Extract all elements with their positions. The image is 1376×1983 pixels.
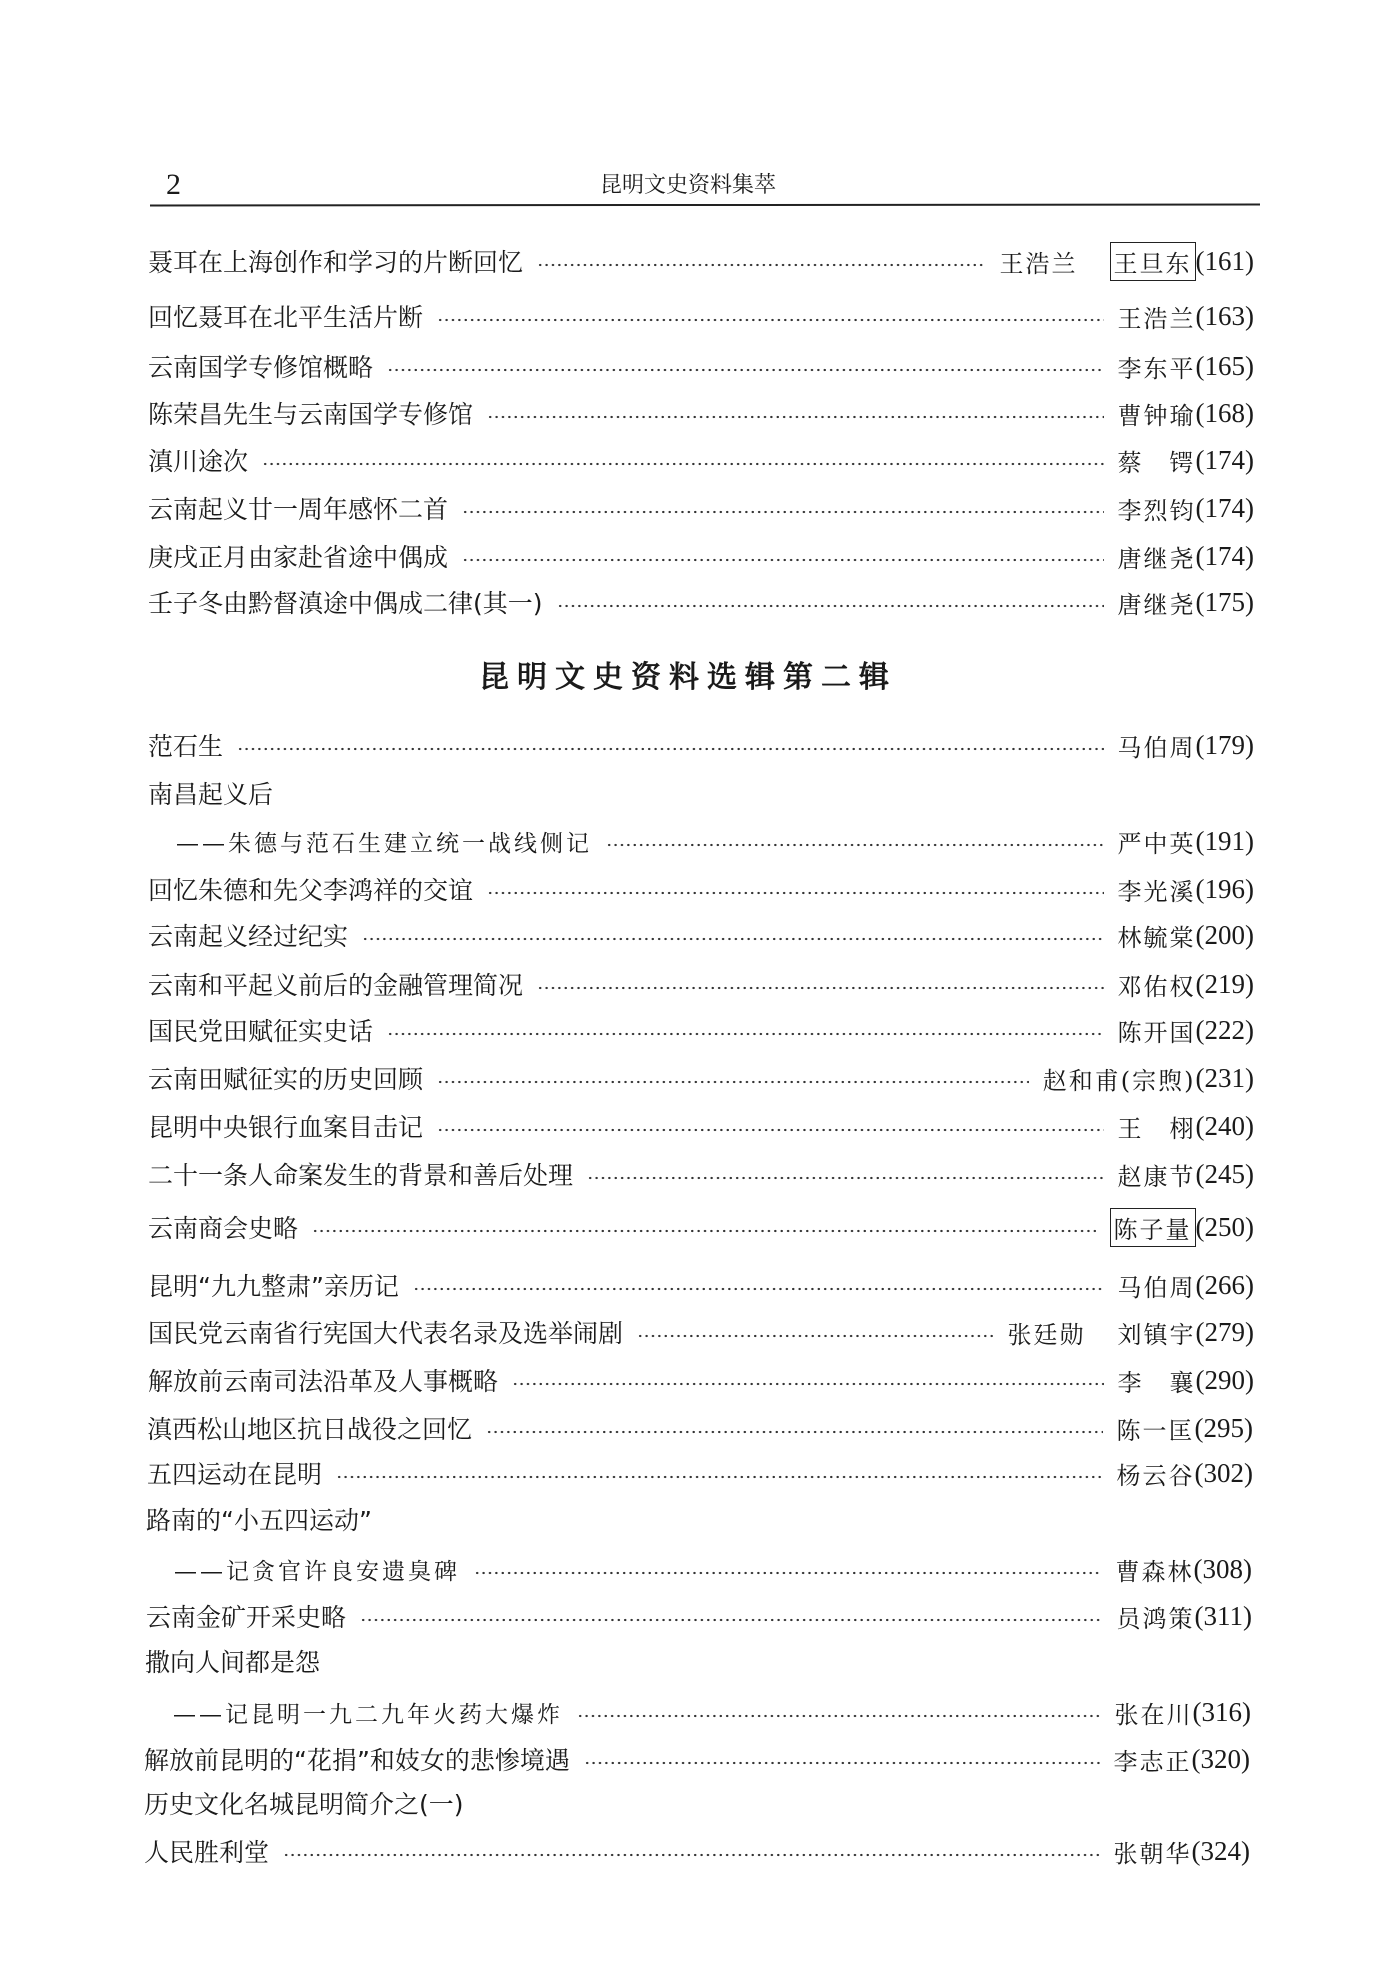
dot-leader (512, 1382, 1104, 1386)
toc-entry (148, 915, 1254, 955)
entry-title: 范石生 (148, 732, 224, 761)
dot-leader (387, 368, 1104, 372)
entry-page-number: (250) (1195, 1211, 1254, 1242)
toc-entry (148, 1058, 1254, 1098)
entry-title: 云南起义廿一周年感怀二首 (148, 495, 449, 524)
entry-page-number: (279) (1195, 1316, 1254, 1347)
dot-leader (584, 1761, 1100, 1765)
entry-title: 五四运动在昆明 (147, 1460, 323, 1489)
entry-title: 云南起义经过纪实 (148, 922, 349, 951)
entry-author: 张在川 (1114, 1700, 1193, 1729)
entry-title: 云南金矿开采史略 (146, 1603, 347, 1632)
dot-leader (577, 1714, 1101, 1718)
toc-entry (144, 1783, 1250, 1823)
toc-entry (146, 1549, 1252, 1589)
entry-title: 昆明“九九整肃”亲历记 (148, 1272, 399, 1301)
dot-leader (486, 1430, 1103, 1434)
entry-page-number: (174) (1195, 444, 1254, 475)
entry-author: 马伯周 (1117, 1273, 1196, 1302)
toc-entry (148, 869, 1254, 909)
entry-title: 云南田赋征实的历史回顾 (148, 1065, 424, 1094)
toc-entry (148, 582, 1254, 622)
dot-leader (462, 510, 1104, 514)
entry-title: 国民党田赋征实史话 (148, 1017, 374, 1046)
entry-title: 云南和平起义前后的金融管理简况 (148, 971, 524, 1000)
entry-title: 解放前云南司法沿革及人事概略 (148, 1367, 499, 1396)
entry-page-number: (174) (1195, 540, 1254, 571)
entry-page-number: (168) (1195, 397, 1254, 428)
entry-author: 马伯周 (1117, 733, 1196, 762)
running-title: 昆明文史资料集萃 (599, 173, 776, 198)
entry-title: 聂耳在上海创作和学习的片断回忆 (148, 248, 524, 277)
section-heading: 昆明文史资料选辑第二辑 (479, 660, 897, 695)
entry-author: 杨云谷 (1116, 1461, 1195, 1490)
entry-author: 李烈钧 (1117, 496, 1196, 525)
toc-entry (148, 725, 1254, 765)
entry-page-number: (311) (1194, 1600, 1252, 1631)
entry-author: 陈开国 (1117, 1018, 1196, 1047)
entry-page-number: (163) (1195, 300, 1254, 331)
toc-entry (148, 1360, 1254, 1400)
dot-leader (336, 1475, 1103, 1479)
dot-leader (487, 415, 1104, 419)
dot-leader (360, 1618, 1103, 1622)
entry-title: 撒向人间都是怨 (145, 1648, 321, 1677)
toc-entry (148, 393, 1254, 433)
entry-author-secondary: 张廷勋 (1007, 1320, 1086, 1349)
entry-author: 王浩兰 (1117, 304, 1196, 333)
entry-page-number: (200) (1195, 919, 1254, 950)
entry-page-number: (266) (1195, 1269, 1254, 1300)
entry-title: 云南商会史略 (148, 1214, 299, 1243)
toc-entry (148, 536, 1254, 576)
entry-author: 李 襄 (1117, 1368, 1196, 1397)
toc-entry (148, 440, 1254, 480)
dot-leader (437, 1128, 1104, 1132)
entry-author: 张朝华 (1113, 1839, 1192, 1868)
entry-title: 滇西松山地区抗日战役之回忆 (147, 1415, 473, 1444)
entry-author: 陈一匡 (1116, 1416, 1195, 1445)
entry-title: 庚戌正月由家赴省途中偶成 (148, 543, 449, 572)
entry-page-number: (191) (1195, 825, 1254, 856)
entry-title: 滇川途次 (148, 447, 249, 476)
entry-page-number: (196) (1195, 873, 1254, 904)
entry-title: 回忆朱德和先父李鸿祥的交谊 (148, 876, 474, 905)
entry-page-number: (308) (1193, 1553, 1252, 1584)
toc-entry (148, 346, 1254, 386)
toc-entry (148, 1106, 1254, 1146)
dot-leader (312, 1229, 1096, 1233)
entry-page-number: (240) (1195, 1110, 1254, 1141)
toc-entry (148, 296, 1254, 336)
entry-title: 人民胜利堂 (144, 1838, 270, 1867)
toc-entry (148, 964, 1254, 1004)
entry-author: 李东平 (1117, 354, 1196, 383)
toc-entry (148, 488, 1254, 528)
toc-entry (148, 1207, 1254, 1247)
dot-leader (557, 604, 1104, 608)
entry-author: 李光溪 (1117, 877, 1196, 906)
entry-page-number: (175) (1195, 586, 1254, 617)
entry-page-number: (320) (1191, 1743, 1250, 1774)
entry-page-number: (174) (1195, 492, 1254, 523)
entry-author: 赵和甫(宗煦) (1042, 1066, 1196, 1095)
toc-entry (148, 1312, 1254, 1352)
toc-entry (144, 1739, 1250, 1779)
dot-leader (606, 843, 1104, 847)
entry-author: 林毓棠 (1117, 923, 1196, 952)
dot-leader (362, 937, 1104, 941)
toc-entry (145, 1692, 1251, 1732)
dot-leader (537, 263, 986, 267)
entry-author: 王旦东 (1110, 242, 1196, 281)
entry-page-number: (316) (1192, 1696, 1251, 1727)
dot-leader (283, 1853, 1100, 1857)
entry-page-number: (165) (1195, 350, 1254, 381)
entry-author: 曹森林 (1115, 1557, 1194, 1586)
entry-author-secondary: 王浩兰 (999, 249, 1078, 278)
entry-page-number: (219) (1195, 968, 1254, 999)
entry-author: 严中英 (1117, 829, 1196, 858)
entry-subtitle: ——记昆明一九二九年火药大爆炸 (173, 1701, 563, 1728)
toc-entry (147, 1408, 1253, 1448)
entry-title: 解放前昆明的“花捐”和妓女的悲惨境遇 (144, 1746, 570, 1775)
toc-entry (144, 1831, 1250, 1871)
entry-author: 王 栩 (1117, 1114, 1196, 1143)
dot-leader (437, 318, 1104, 322)
entry-author: 赵康节 (1117, 1162, 1196, 1191)
dot-leader (413, 1287, 1104, 1291)
toc-entry (146, 1596, 1252, 1636)
dot-leader (437, 1080, 1029, 1084)
dot-leader (487, 891, 1104, 895)
entry-title: 云南国学专修馆概略 (148, 353, 374, 382)
toc-entry (145, 1641, 1251, 1681)
entry-page-number: (290) (1195, 1364, 1254, 1395)
entry-page-number: (231) (1195, 1062, 1254, 1093)
entry-title: 南昌起义后 (148, 780, 274, 809)
entry-title: 昆明中央银行血案目击记 (148, 1113, 424, 1142)
entry-title: 国民党云南省行宪国大代表名录及选举闹剧 (148, 1319, 624, 1348)
entry-page-number: (179) (1195, 729, 1254, 760)
dot-leader (262, 462, 1104, 466)
dot-leader (637, 1334, 994, 1338)
dot-leader (474, 1571, 1102, 1575)
entry-page-number: (324) (1191, 1835, 1250, 1866)
entry-author: 陈子量 (1110, 1208, 1196, 1247)
entry-author: 员鸿策 (1116, 1604, 1195, 1633)
entry-page-number: (161) (1195, 245, 1254, 276)
entry-page-number: (302) (1194, 1457, 1253, 1488)
toc-entry (148, 1154, 1254, 1194)
entry-author: 唐继尧 (1117, 544, 1196, 573)
toc-entry (148, 1010, 1254, 1050)
entry-title: 回忆聂耳在北平生活片断 (148, 303, 424, 332)
toc-entry (146, 1499, 1252, 1539)
page-number: 2 (166, 168, 181, 201)
dot-leader (387, 1032, 1104, 1036)
entry-author: 李志正 (1113, 1747, 1192, 1776)
entry-author: 唐继尧 (1117, 590, 1196, 619)
entry-page-number: (222) (1195, 1014, 1254, 1045)
entry-page-number: (295) (1194, 1412, 1253, 1443)
dot-leader (462, 558, 1104, 562)
entry-author: 曹钟瑜 (1117, 401, 1196, 430)
header-rule (150, 204, 1260, 207)
entry-title: 陈荣昌先生与云南国学专修馆 (148, 400, 474, 429)
entry-author: 刘镇宇 (1117, 1320, 1196, 1349)
entry-author: 邓佑权 (1117, 972, 1196, 1001)
entry-title: 路南的“小五四运动” (146, 1506, 372, 1535)
toc-entry (147, 1453, 1253, 1493)
entry-page-number: (245) (1195, 1158, 1254, 1189)
toc-entry (148, 773, 1254, 813)
dot-leader (537, 986, 1104, 990)
toc-entry (148, 241, 1254, 281)
entry-title: 壬子冬由黔督滇途中偶成二律(其一) (148, 589, 543, 618)
dot-leader (237, 747, 1104, 751)
toc-entry (148, 821, 1254, 861)
toc-entry (148, 1265, 1254, 1305)
dot-leader (587, 1176, 1104, 1180)
entry-author: 蔡 锷 (1117, 448, 1196, 477)
entry-subtitle: ——记贪官许良安遗臭碑 (174, 1558, 460, 1585)
entry-title: 历史文化名城昆明简介之(一) (144, 1790, 464, 1819)
entry-subtitle: ——朱德与范石生建立统一战线侧记 (176, 830, 592, 857)
entry-title: 二十一条人命案发生的背景和善后处理 (148, 1161, 574, 1190)
